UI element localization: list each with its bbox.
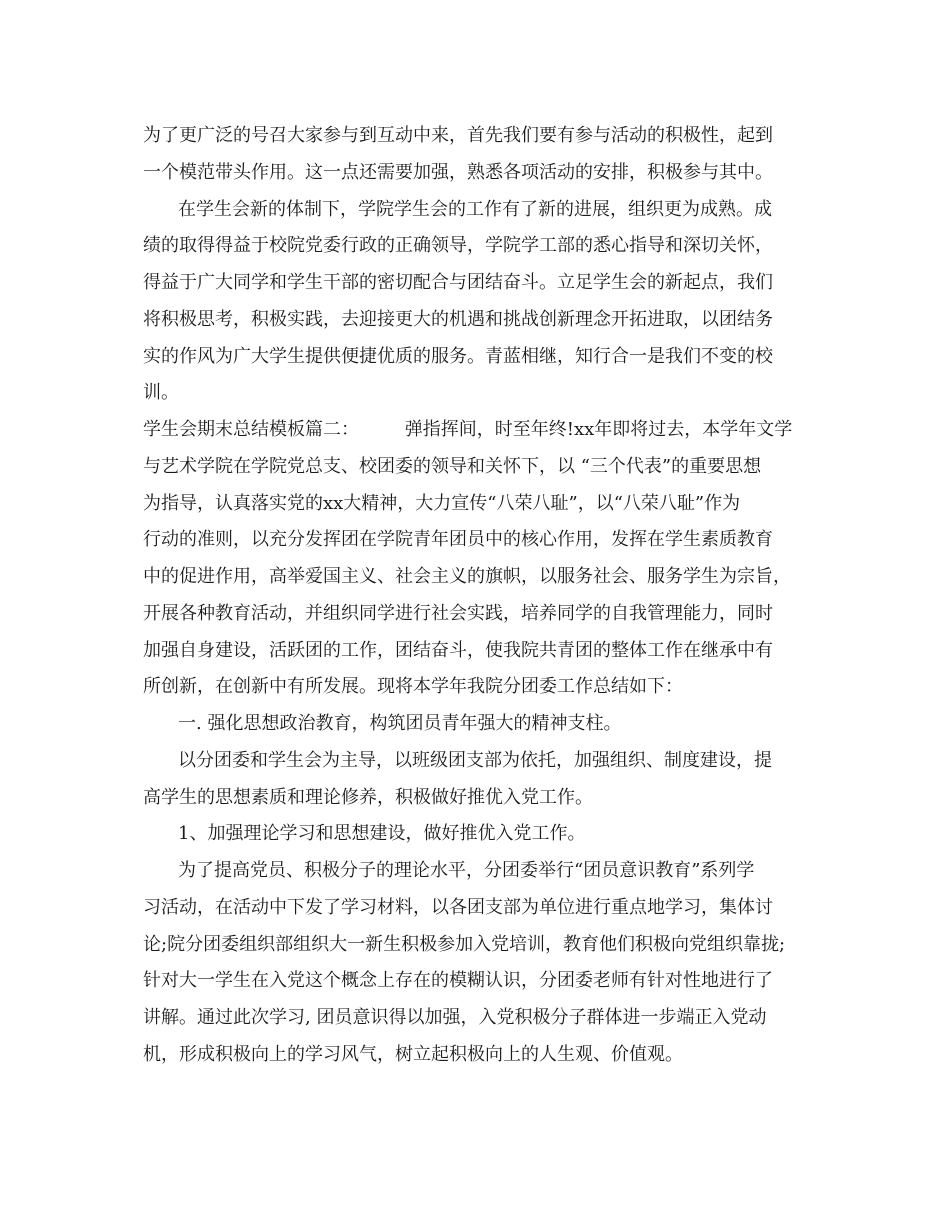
text-line: 一. 强化思想政治教育，构筑团员青年强大的精神支柱。 <box>178 713 622 734</box>
text-line: 在学生会新的体制下，学院学生会的工作有了新的进展，组织更为成熟。成 <box>178 198 772 220</box>
text-line: 得益于广大同学和学生干部的密切配合与团结奋斗。立足学生会的新起点，我们 <box>143 272 773 293</box>
text-line: 与艺术学院在学院党总支、校团委的领导和关怀下，以 “三个代表”的重要思想 <box>143 455 762 477</box>
text-line: 绩的取得得益于校院党委行政的正确领导，学院学工部的悉心指导和深切关怀， <box>143 235 773 257</box>
text-line: 加强自身建设，活跃团的工作，团结奋斗，使我院共青团的整体工作在继承中有 <box>143 639 773 661</box>
text-line: 训。 <box>143 382 179 404</box>
text-line: 学生会期末总结模板篇二： 弹指挥间，时至年终!xx年即将过去，本学年文学 <box>143 419 793 440</box>
text-line: 所创新，在创新中有所发展。现将本学年我院分团委工作总结如下： <box>143 676 683 698</box>
text-line: 以分团委和学生会为主导，以班级团支部为依托，加强组织、制度建设，提 <box>178 749 772 771</box>
text-line: 一个模范带头作用。这一点还需要加强，熟悉各项活动的安排，积极参与其中。 <box>143 161 773 183</box>
text-line: 行动的准则，以充分发挥团在学院青年团员中的核心作用，发挥在学生素质教育 <box>143 529 773 551</box>
text-line: 针对大一学生在入党这个概念上存在的模糊认识，分团委老师有针对性地进行了 <box>143 970 773 992</box>
text-line: 将积极思考，积极实践，去迎接更大的机遇和挑战创新理念开拓进取，以团结务 <box>143 308 773 330</box>
text-line: 讲解。通过此次学习, 团员意识得以加强，入党积极分子群体进一步端正入党动 <box>143 1007 767 1028</box>
text-line: 高学生的思想素质和理论修养，积极做好推优入党工作。 <box>143 786 593 808</box>
text-line: 开展各种教育活动，并组织同学进行社会实践，培养同学的自我管理能力，同时 <box>143 602 773 624</box>
text-line: 为指导，认真落实党的xx大精神，大力宣传“八荣八耻”，以“八荣八耻”作为 <box>143 492 741 514</box>
text-line: 中的促进作用，高举爱国主义、社会主义的旗帜，以服务社会、服务学生为宗旨， <box>143 566 791 587</box>
text-line: 1、加强理论学习和思想建设，做好推优入党工作。 <box>178 823 586 845</box>
text-line: 习活动，在活动中下发了学习材料，以各团支部为单位进行重点地学习，集体讨 <box>143 896 773 918</box>
text-line: 论;院分团委组织部组织大一新生积极参加入党培训，教育他们积极向党组织靠拢; <box>143 933 786 955</box>
text-line: 实的作风为广大学生提供便捷优质的服务。青蓝相继，知行合一是我们不变的校 <box>143 345 773 367</box>
text-line: 为了提高党员、积极分子的理论水平，分团委举行“团员意识教育”系列学 <box>178 860 755 881</box>
document-body <box>143 118 811 1074</box>
text-line: 为了更广泛的号召大家参与到互动中来，首先我们要有参与活动的积极性，起到 <box>143 125 773 146</box>
text-line: 机，形成积极向上的学习风气，树立起积极向上的人生观、价值观。 <box>143 1043 683 1065</box>
